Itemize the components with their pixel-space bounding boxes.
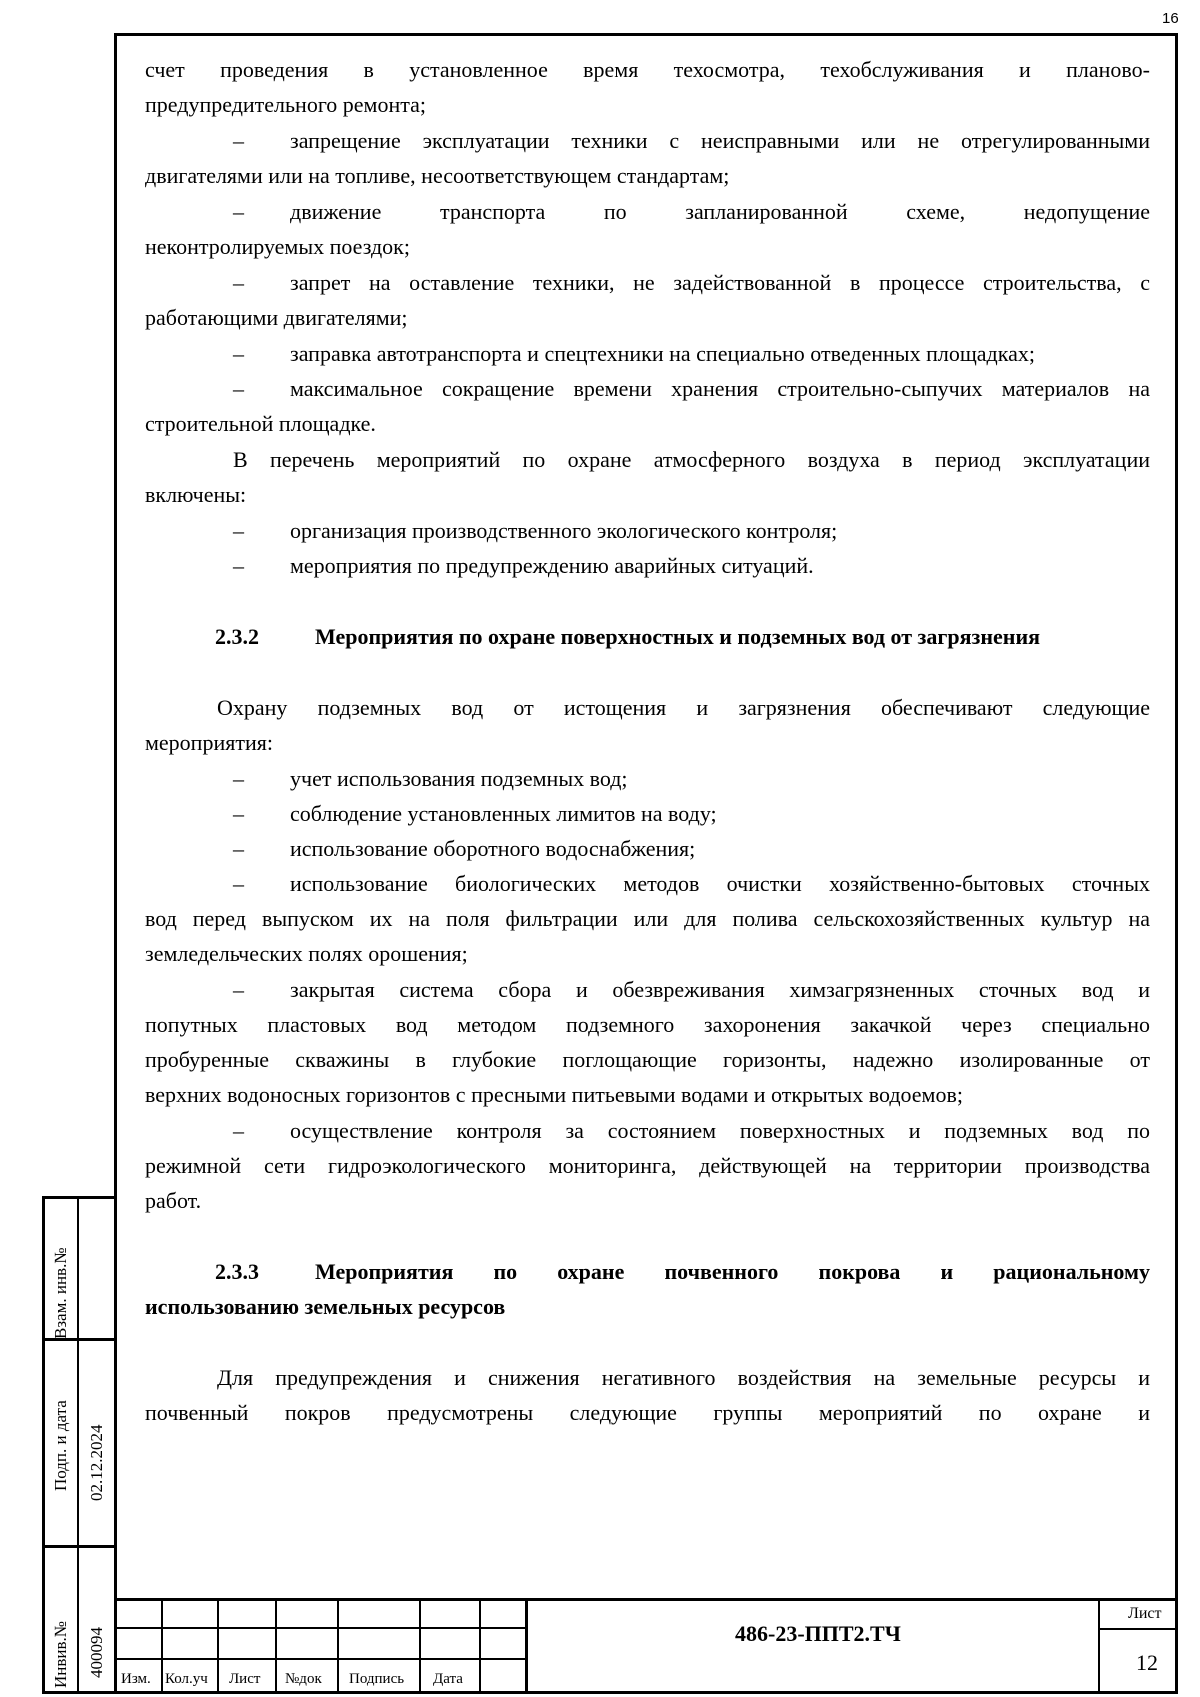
side-inv-number: 400094 <box>87 1627 106 1678</box>
paragraph: счет проведения в установленное время техосмотра, техобслуживания и планово- <box>145 57 1150 82</box>
paragraph: строительной площадке. <box>145 411 376 436</box>
dash-bullet: – <box>233 553 244 578</box>
paragraph: работ. <box>145 1188 202 1213</box>
side-stamp-vzam <box>42 1196 114 1341</box>
paragraph: двигателями или на топливе, несоответствующем стандартам; <box>145 163 730 188</box>
paragraph: мероприятия: <box>145 730 273 755</box>
paragraph: Для предупреждения и снижения негативного воздействия на земельные ресурсы и <box>217 1365 1150 1390</box>
list-item: – организация производственного экологического контроля; <box>145 513 1150 548</box>
dash-bullet: – <box>233 341 244 366</box>
dash-bullet: – <box>233 376 244 401</box>
dash-bullet: – <box>233 518 244 543</box>
list-item: – движение транспорта по запланированной схеме, недопущение <box>145 194 1150 229</box>
section-heading-2-3-3: 2.3.3 Мероприятия по охране почвенного покрова и рациональному <box>215 1259 1150 1284</box>
side-label-vzam: Взам. инв.№ <box>51 1247 70 1339</box>
paragraph: В перечень мероприятий по охране атмосферного воздуха в период эксплуатации <box>233 447 1150 472</box>
dash-bullet: – <box>233 871 244 896</box>
document-body <box>145 52 1150 1430</box>
paragraph: пробуренные скважины в глубокие поглощающие горизонты, надежно изолированные от <box>145 1047 1150 1072</box>
side-stamp-inv <box>42 1545 114 1694</box>
dash-bullet: – <box>233 977 244 1002</box>
dash-bullet: – <box>233 199 244 224</box>
section-heading-2-3-2: 2.3.2 Мероприятия по охране поверхностных и подземных вод от загрязнения <box>215 624 1041 649</box>
col-ndok: №док <box>285 1671 322 1687</box>
paragraph: работающими двигателями; <box>145 305 408 330</box>
list-item: – запрет на оставление техники, не задействованной в процессе строительства, с <box>145 265 1150 300</box>
col-izm: Изм. <box>121 1671 151 1687</box>
paragraph: предупредительного ремонта; <box>145 92 427 117</box>
side-label-inv: Инвив.№ <box>51 1621 70 1688</box>
paragraph: неконтролируемых поездок; <box>145 234 410 259</box>
list-item: – использование биологических методов очистки хозяйственно-бытовых сточных <box>145 866 1150 901</box>
list-item: – соблюдение установленных лимитов на воду; <box>145 796 1150 831</box>
side-label-podp: Подп. и дата <box>51 1400 70 1491</box>
paragraph: земледельческих полях орошения; <box>145 941 468 966</box>
list-item: – осуществление контроля за состоянием поверхностных и подземных вод по <box>145 1113 1150 1148</box>
list-item: – использование оборотного водоснабжения; <box>145 831 1150 866</box>
paragraph: верхних водоносных горизонтов с пресными питьевыми водами и открытых водоемов; <box>145 1082 963 1107</box>
side-stamp-podp <box>42 1338 114 1548</box>
dash-bullet: – <box>233 128 244 153</box>
dash-bullet: – <box>233 1118 244 1143</box>
side-date: 02.12.2024 <box>87 1424 106 1501</box>
document-code: 486-23-ППТ2.ТЧ <box>735 1621 901 1646</box>
title-block <box>117 1598 1175 1691</box>
sheet-label: Лист <box>1128 1605 1162 1622</box>
dash-bullet: – <box>233 766 244 791</box>
paragraph: Охрану подземных вод от истощения и загрязнения обеспечивают следующие <box>217 695 1150 720</box>
section-heading-2-3-3-cont: использованию земельных ресурсов <box>145 1294 506 1319</box>
col-kolu: Кол.уч <box>165 1671 208 1687</box>
paragraph: попутных пластовых вод методом подземного захоронения закачкой через специально <box>145 1012 1150 1037</box>
dash-bullet: – <box>233 801 244 826</box>
list-item: – учет использования подземных вод; <box>145 761 1150 796</box>
paragraph: включены: <box>145 482 247 507</box>
dash-bullet: – <box>233 836 244 861</box>
page-number-top: 16 <box>1162 10 1179 27</box>
sheet-number: 12 <box>1136 1650 1158 1675</box>
col-list: Лист <box>229 1671 261 1687</box>
paragraph: почвенный покров предусмотрены следующие группы мероприятий по охране и <box>145 1400 1150 1425</box>
paragraph: вод перед выпуском их на поля фильтрации или для полива сельскохозяйственных культур на <box>145 906 1150 931</box>
paragraph: режимной сети гидроэкологического мониторинга, действующей на территории производства <box>145 1153 1150 1178</box>
dash-bullet: – <box>233 270 244 295</box>
list-item: – мероприятия по предупреждению аварийных ситуаций. <box>145 548 1150 583</box>
list-item: – запрещение эксплуатации техники с неисправными или не отрегулированными <box>145 123 1150 158</box>
col-podpis: Подпись <box>349 1671 405 1687</box>
list-item: – максимальное сокращение времени хранения строительно-сыпучих материалов на <box>145 371 1150 406</box>
list-item: – закрытая система сбора и обезвреживания химзагрязненных сточных вод и <box>145 972 1150 1007</box>
list-item: – заправка автотранспорта и спецтехники на специально отведенных площадках; <box>145 336 1150 371</box>
col-data: Дата <box>433 1671 463 1687</box>
